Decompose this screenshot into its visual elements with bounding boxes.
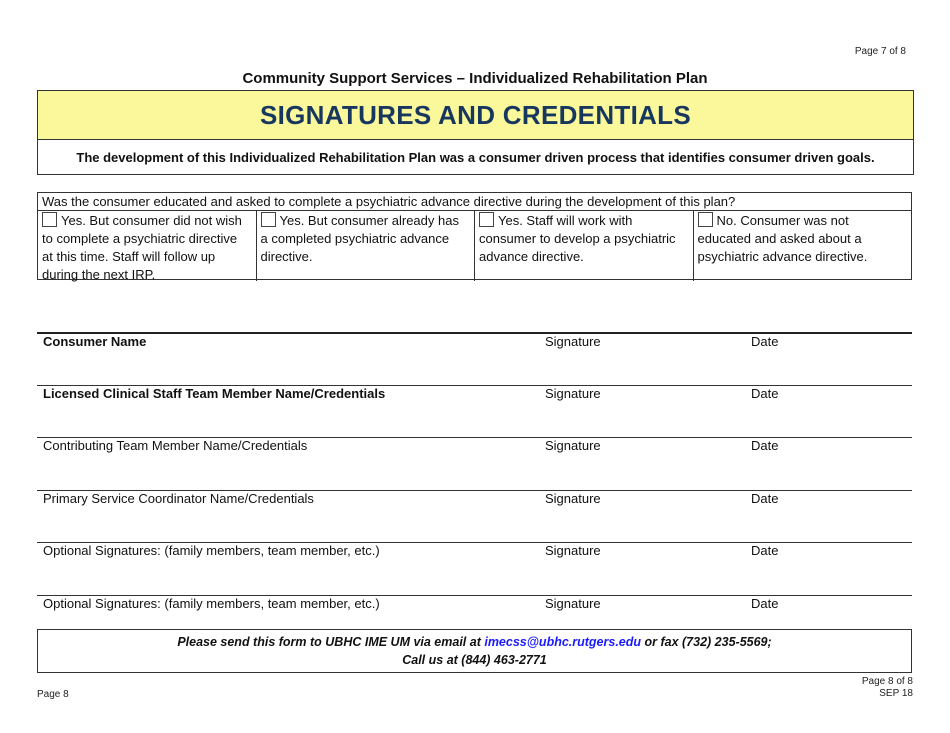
advance-directive-question: Was the consumer educated and asked to complete a psychiatric advance directive during the development of this plan?	[38, 193, 911, 211]
instructions-prefix: Please send this form to UBHC IME UM via email at	[177, 635, 485, 649]
page-indicator-bottom-text: Page 8 of 8	[861, 676, 913, 687]
signature-row-primary-service-coordinator	[37, 490, 912, 543]
page-number-left: Page 8	[37, 689, 69, 700]
option-4-line-2: educated and asked about a	[697, 231, 862, 246]
optional-signatures-label: Optional Signatures: (family members, team member, etc.)	[43, 543, 380, 558]
signature-row-licensed-clinical-staff	[37, 385, 912, 438]
signature-row-optional-1	[37, 542, 912, 595]
document-title: Community Support Services – Individualized Rehabilitation Plan	[242, 70, 708, 87]
signature-label: Signature	[545, 491, 601, 506]
option-3-checkbox[interactable]	[479, 212, 494, 227]
option-3-line-2: consumer to develop a psychiatric	[479, 231, 676, 246]
section-title-banner	[37, 90, 914, 140]
signature-row-optional-2	[37, 595, 912, 630]
option-3-line-3: advance directive.	[479, 249, 584, 264]
directive-option-3	[475, 211, 694, 281]
option-4-checkbox[interactable]	[698, 212, 713, 227]
optional-signatures-label: Optional Signatures: (family members, team member, etc.)	[43, 596, 380, 611]
signature-label: Signature	[545, 438, 601, 453]
option-2-checkbox[interactable]	[261, 212, 276, 227]
licensed-clinical-staff-label: Licensed Clinical Staff Team Member Name/Credentials	[43, 386, 386, 401]
date-label: Date	[751, 596, 779, 611]
option-1-line-4: during the next IRP.	[42, 267, 156, 282]
signature-row-consumer	[37, 332, 912, 386]
signature-label: Signature	[545, 386, 601, 401]
option-1-line-1: Yes. But consumer did not wish	[61, 213, 242, 228]
date-label: Date	[751, 491, 779, 506]
option-1-line-2: to complete a psychiatric directive	[42, 231, 238, 246]
directive-option-4	[694, 211, 912, 281]
option-4-line-1: No. Consumer was not	[716, 213, 849, 228]
page-indicator-bottom	[862, 676, 913, 700]
option-1-checkbox[interactable]	[42, 212, 57, 227]
directive-option-1	[38, 211, 257, 281]
date-label: Date	[751, 386, 779, 401]
date-label: Date	[751, 334, 779, 349]
option-2-line-1: Yes. But consumer already has	[279, 213, 459, 228]
intro-statement-box	[37, 140, 914, 175]
instructions-phone: Call us at (844) 463-2771	[402, 653, 547, 667]
option-1-line-3: at this time. Staff will follow up	[42, 249, 216, 264]
section-title: SIGNATURES AND CREDENTIALS	[259, 99, 692, 130]
option-4-line-3: psychiatric advance directive.	[697, 249, 868, 264]
option-2-line-2: a completed psychiatric advance	[260, 231, 450, 246]
date-label: Date	[751, 438, 779, 453]
signature-label: Signature	[545, 334, 601, 349]
directive-option-2	[257, 211, 476, 281]
consumer-name-label: Consumer Name	[43, 334, 147, 349]
instructions-fax: or fax (732) 235-5569;	[641, 635, 772, 649]
signature-row-contributing-team-member	[37, 437, 912, 490]
date-label: Date	[751, 543, 779, 558]
primary-service-coordinator-label: Primary Service Coordinator Name/Credentials	[43, 491, 314, 506]
page-indicator-top: Page 7 of 8	[854, 46, 906, 57]
advance-directive-table	[37, 192, 912, 280]
contributing-team-member-label: Contributing Team Member Name/Credentials	[43, 438, 308, 453]
signature-label: Signature	[545, 543, 601, 558]
signature-label: Signature	[545, 596, 601, 611]
email-link[interactable]: imecss@ubhc.rutgers.edu	[484, 635, 642, 649]
submission-instructions	[37, 629, 912, 673]
option-3-line-1: Yes. Staff will work with	[498, 213, 633, 228]
revision-date: SEP 18	[879, 688, 913, 699]
option-2-line-3: directive.	[260, 249, 313, 264]
intro-statement: The development of this Individualized Rehabilitation Plan was a consumer driven process that identifies consumer driven goals.	[76, 149, 875, 165]
